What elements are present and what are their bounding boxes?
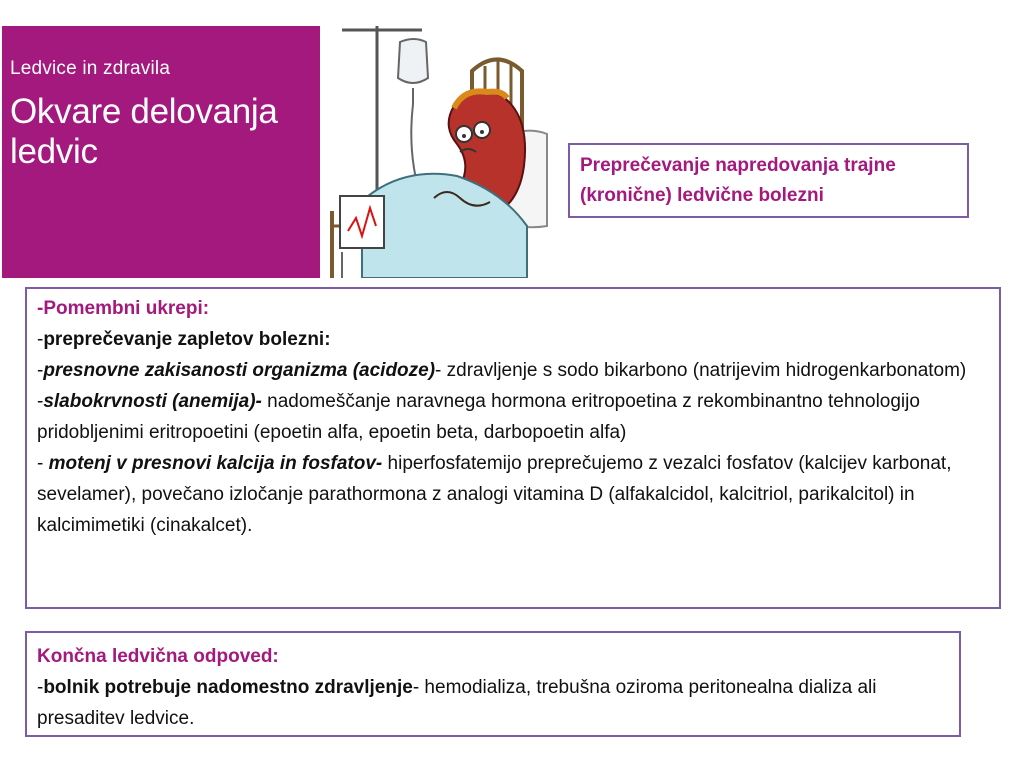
banner [2, 26, 551, 278]
measure-item-anemia [37, 386, 989, 448]
medical-chart [340, 196, 384, 248]
item-separator: - [435, 360, 442, 381]
sick-kidney-illustration [2, 26, 551, 278]
item-text: zdravljenje s sodo bikarbono (natrijevim hidrogenkarbonatom) [441, 360, 967, 381]
measures-box [25, 287, 1001, 609]
prevention-label: preprečevanje zapletov bolezni: [43, 329, 331, 350]
measure-item-calcium-phosphate [37, 448, 989, 541]
prevention-prefix: - [37, 329, 44, 350]
banner-title-line1: Okvare delovanja [10, 92, 278, 131]
item-term: motenj v presnovi kalcija in fosfatov- [48, 453, 383, 474]
failure-text: - hemodializa, trebušna oziroma peritonealna dializa ali presaditev ledvice. [37, 677, 877, 729]
kidney-failure-line [37, 672, 949, 734]
failure-label: bolnik potrebuje nadomestno zdravljenje [43, 677, 413, 698]
failure-prefix: - [37, 677, 44, 698]
banner-subtitle: Ledvice in zdravila [10, 58, 171, 79]
item-prefix: - [37, 360, 44, 381]
kidney-failure-box [25, 631, 961, 737]
kidney-failure-heading: Končna ledvična odpoved: [37, 646, 279, 667]
iv-bag [398, 39, 428, 83]
prevention-title-box [568, 143, 969, 218]
item-prefix: - [37, 453, 49, 474]
item-term: presnovne zakisanosti organizma (acidoze) [43, 360, 436, 381]
item-term: slabokrvnosti (anemija)- [43, 391, 262, 412]
measures-heading: -Pomembni ukrepi: [37, 298, 210, 319]
banner-title-line2: ledvic [10, 132, 98, 171]
item-prefix: - [37, 391, 44, 412]
prevention-title: Preprečevanje napredovanja trajne (kronične) ledvične bolezni [580, 155, 896, 206]
item-text: hiperfosfatemijo preprečujemo z vezalci fosfatov (kalcijev karbonat, sevelamer), povečano izločanje parathormona z analogi vitamina D (alfakalcidol, kalcitriol, parikalcitol) in kalcimimetiki (cinakalcet). [37, 453, 952, 536]
item-text: nadomeščanje naravnega hormona eritropoetina z rekombinantno tehnologijo pridobljenimi eritropoetini (epoetin alfa, epoetin beta, darbopoetin alfa) [37, 391, 920, 443]
measure-item-acidosis [37, 355, 989, 386]
prevention-line [37, 324, 989, 355]
